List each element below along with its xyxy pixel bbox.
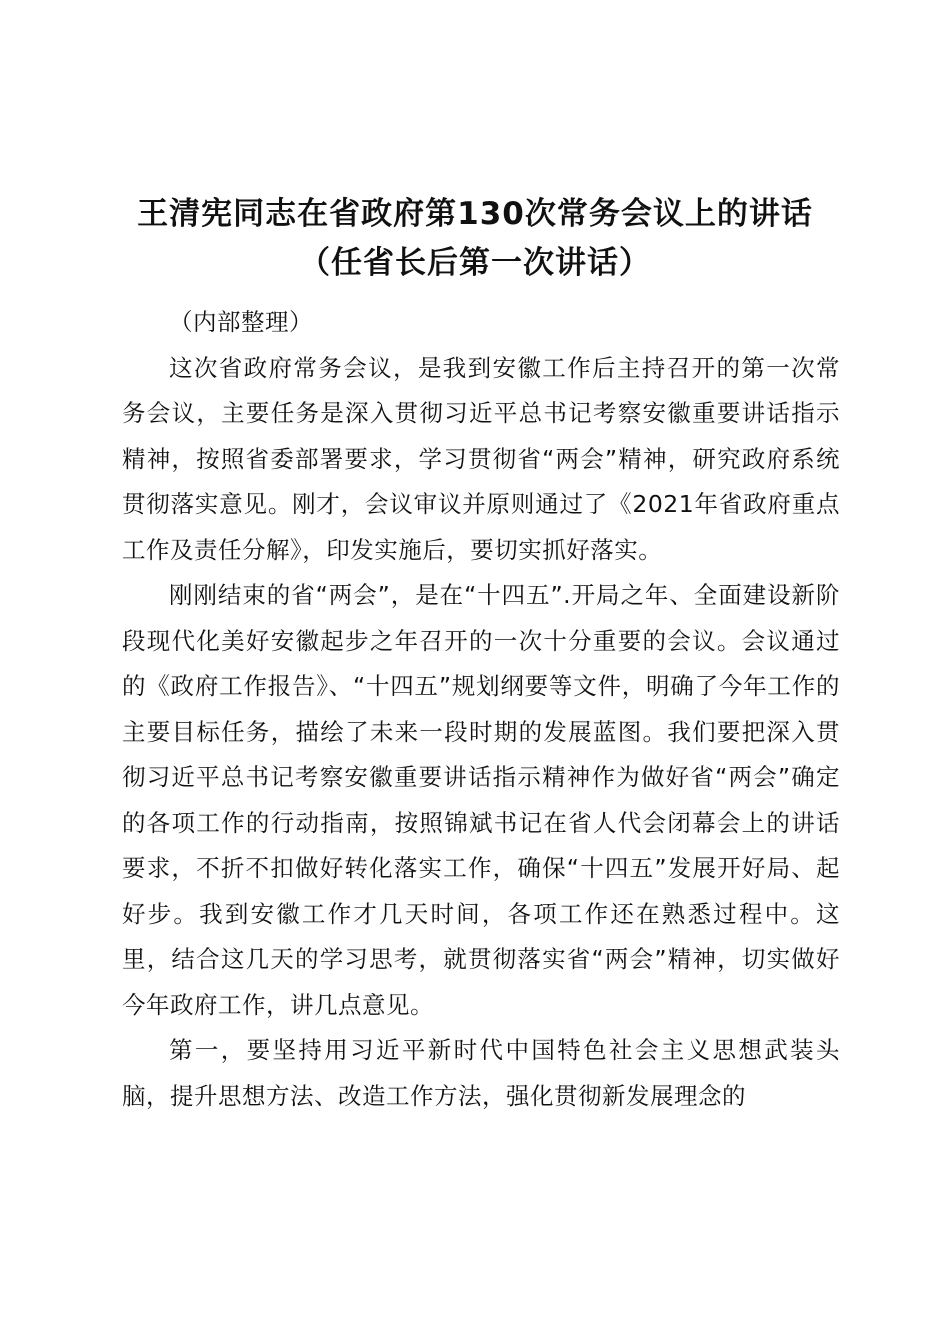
document-title: 王清宪同志在省政府第130次常务会议上的讲话（任省长后第一次讲话） — [137, 196, 813, 281]
source-note: （内部整理） — [169, 308, 313, 336]
document-body — [122, 300, 840, 1119]
paragraph-3: 第一，要坚持用习近平新时代中国特色社会主义思想武装头脑，提升思想方法、改造工作方法，强化贯彻新发展理念的 — [122, 1036, 840, 1110]
paragraph-1: 这次省政府常务会议，是我到安徽工作后主持召开的第一次常务会议，主要任务是深入贯彻习近平总书记考察安徽重要讲话指示精神，按照省委部署要求，学习贯彻省“两会”精神，研究政府系统贯彻落实意见。刚才，会议审议并原则通过了《2021年省政府重点工作及责任分解》，印发实施后，要切实抓好落实。 — [122, 353, 840, 564]
paragraph-2: 刚刚结束的省“两会”，是在“十四五”.开局之年、全面建设新阶段现代化美好安徽起步之年召开的一次十分重要的会议。会议通过的《政府工作报告》、“十四五”规划纲要等文件，明确了今年工作的主要目标任务，描绘了未来一段时期的发展蓝图。我们要把深入贯彻习近平总书记考察安徽重要讲话指示精神作为做好省“两会”确定的各项工作的行动指南，按照锦斌书记在省人代会闭幕会上的讲话要求，不折不扣做好转化落实工作，确保“十四五”发展开好局、起好步。我到安徽工作才几天时间，各项工作还在熟悉过程中。这里，结合这几天的学习思考，就贯彻落实省“两会”精神，切实做好今年政府工作，讲几点意见。 — [122, 581, 840, 1019]
